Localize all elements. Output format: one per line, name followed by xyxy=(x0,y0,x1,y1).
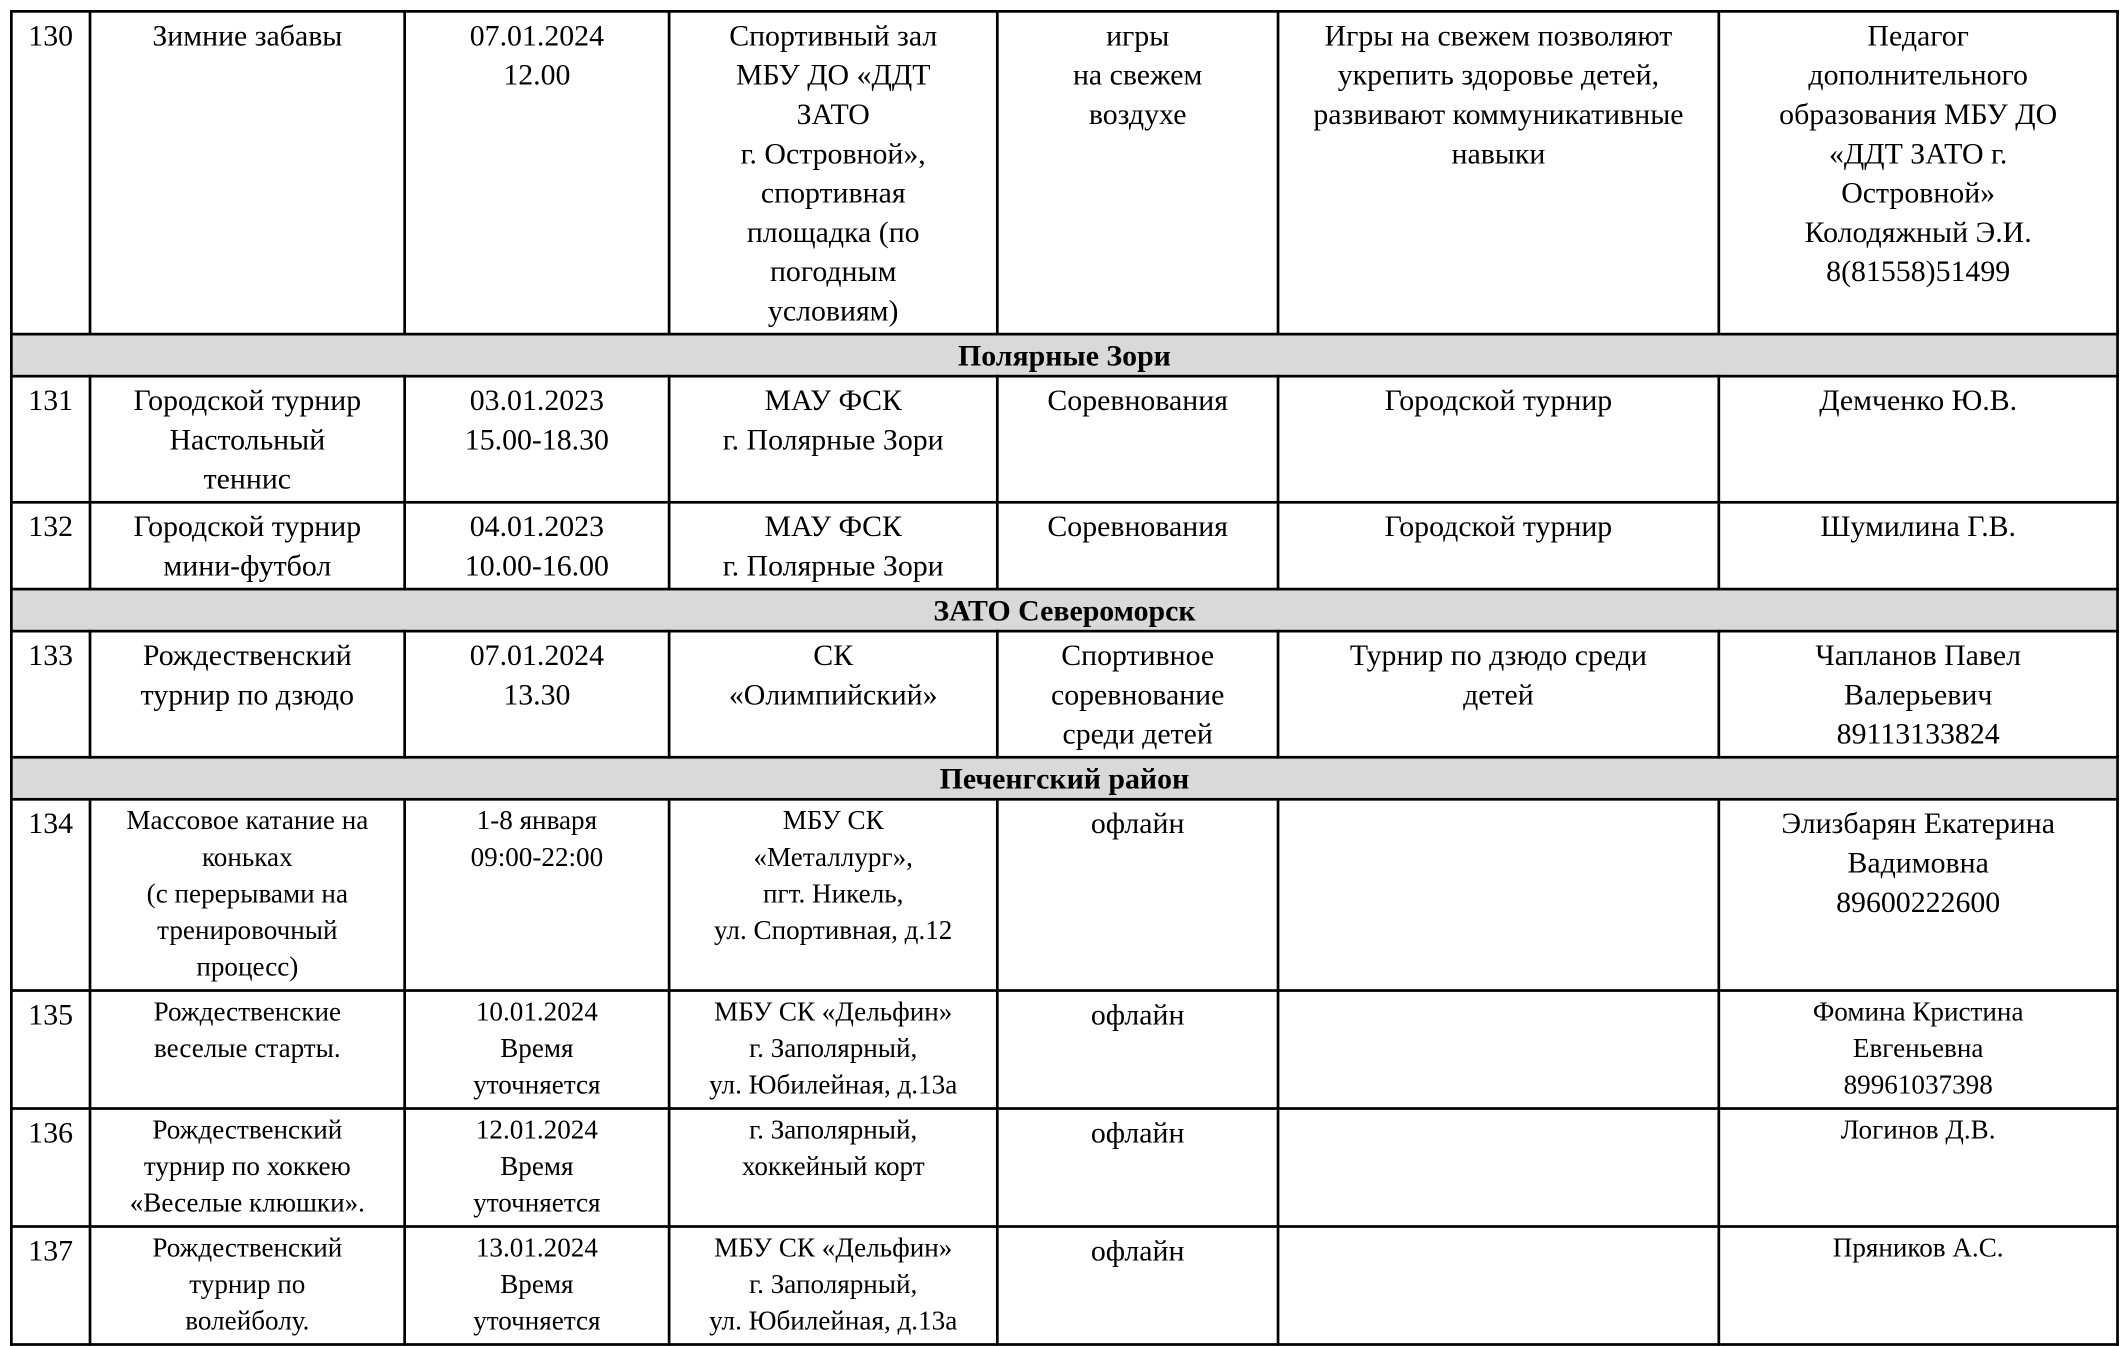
event-place: МАУ ФСК г. Полярные Зори xyxy=(669,376,997,502)
event-date: 04.01.2023 10.00-16.00 xyxy=(405,502,669,589)
table-row xyxy=(11,799,2117,990)
event-description xyxy=(1278,1227,1719,1345)
event-contact: Логинов Д.В. xyxy=(1719,1109,2118,1227)
section-title: Печенгский район xyxy=(11,757,2117,799)
event-name: Городской турнир Настольный теннис xyxy=(90,376,405,502)
event-name: Городской турнир мини-футбол xyxy=(90,502,405,589)
table-row xyxy=(11,11,2117,334)
event-contact: Педагог дополнительного образования МБУ ДО «ДДТ ЗАТО г. Островной» Колодяжный Э.И. 8(81558)51499 xyxy=(1719,11,2118,334)
event-place: г. Заполярный, хоккейный корт xyxy=(669,1109,997,1227)
event-description xyxy=(1278,1109,1719,1227)
section-title: ЗАТО Североморск xyxy=(11,589,2117,631)
event-format: игры на свежем воздухе xyxy=(997,11,1278,334)
event-name: Рождественские веселые старты. xyxy=(90,991,405,1109)
event-contact: Демченко Ю.В. xyxy=(1719,376,2118,502)
event-description: Городской турнир xyxy=(1278,502,1719,589)
event-number: 131 xyxy=(11,376,90,502)
event-date: 10.01.2024 Время уточняется xyxy=(405,991,669,1109)
event-contact: Чапланов Павел Валерьевич 89113133824 xyxy=(1719,631,2118,757)
event-format: офлайн xyxy=(997,1109,1278,1227)
event-description xyxy=(1278,991,1719,1109)
event-contact: Шумилина Г.В. xyxy=(1719,502,2118,589)
event-description: Игры на свежем позволяют укрепить здоровье детей, развивают коммуникативные навыки xyxy=(1278,11,1719,334)
event-number: 135 xyxy=(11,991,90,1109)
event-place: МБУ СК «Дельфин» г. Заполярный, ул. Юбилейная, д.13а xyxy=(669,991,997,1109)
event-date: 07.01.2024 12.00 xyxy=(405,11,669,334)
document-page xyxy=(10,10,2122,1346)
event-format: офлайн xyxy=(997,1227,1278,1345)
table-row xyxy=(11,1109,2117,1227)
event-name: Зимние забавы xyxy=(90,11,405,334)
table-row xyxy=(11,991,2117,1109)
section-title: Полярные Зори xyxy=(11,334,2117,376)
event-number: 137 xyxy=(11,1227,90,1345)
event-name: Рождественский турнир по дзюдо xyxy=(90,631,405,757)
event-place: МАУ ФСК г. Полярные Зори xyxy=(669,502,997,589)
section-row xyxy=(11,334,2117,376)
section-row xyxy=(11,757,2117,799)
event-description: Турнир по дзюдо среди детей xyxy=(1278,631,1719,757)
event-name: Рождественский турнир по хоккею «Веселые клюшки». xyxy=(90,1109,405,1227)
event-place: Спортивный зал МБУ ДО «ДДТ ЗАТО г. Островной», спортивная площадка (по погодным условиям) xyxy=(669,11,997,334)
event-format: Соревнования xyxy=(997,376,1278,502)
event-date: 1-8 января 09:00-22:00 xyxy=(405,799,669,990)
event-number: 130 xyxy=(11,11,90,334)
event-name: Массовое катание на коньках (с перерывами на тренировочный процесс) xyxy=(90,799,405,990)
event-place: СК «Олимпийский» xyxy=(669,631,997,757)
event-date: 03.01.2023 15.00-18.30 xyxy=(405,376,669,502)
event-format: Соревнования xyxy=(997,502,1278,589)
event-name: Рождественский турнир по волейболу. xyxy=(90,1227,405,1345)
event-number: 134 xyxy=(11,799,90,990)
event-place: МБУ СК «Дельфин» г. Заполярный, ул. Юбилейная, д.13а xyxy=(669,1227,997,1345)
event-description: Городской турнир xyxy=(1278,376,1719,502)
event-date: 07.01.2024 13.30 xyxy=(405,631,669,757)
events-table xyxy=(10,10,2119,1346)
event-contact: Элизбарян Екатерина Вадимовна 89600222600 xyxy=(1719,799,2118,990)
table-row xyxy=(11,1227,2117,1345)
event-contact: Пряников А.С. xyxy=(1719,1227,2118,1345)
event-number: 133 xyxy=(11,631,90,757)
table-row xyxy=(11,502,2117,589)
event-format: офлайн xyxy=(997,799,1278,990)
event-description xyxy=(1278,799,1719,990)
event-format: офлайн xyxy=(997,991,1278,1109)
event-contact: Фомина Кристина Евгеньевна 89961037398 xyxy=(1719,991,2118,1109)
event-format: Спортивное соревнование среди детей xyxy=(997,631,1278,757)
event-number: 136 xyxy=(11,1109,90,1227)
event-place: МБУ СК «Металлург», пгт. Никель, ул. Спортивная, д.12 xyxy=(669,799,997,990)
table-row xyxy=(11,631,2117,757)
event-date: 12.01.2024 Время уточняется xyxy=(405,1109,669,1227)
event-date: 13.01.2024 Время уточняется xyxy=(405,1227,669,1345)
table-row xyxy=(11,376,2117,502)
section-row xyxy=(11,589,2117,631)
event-number: 132 xyxy=(11,502,90,589)
